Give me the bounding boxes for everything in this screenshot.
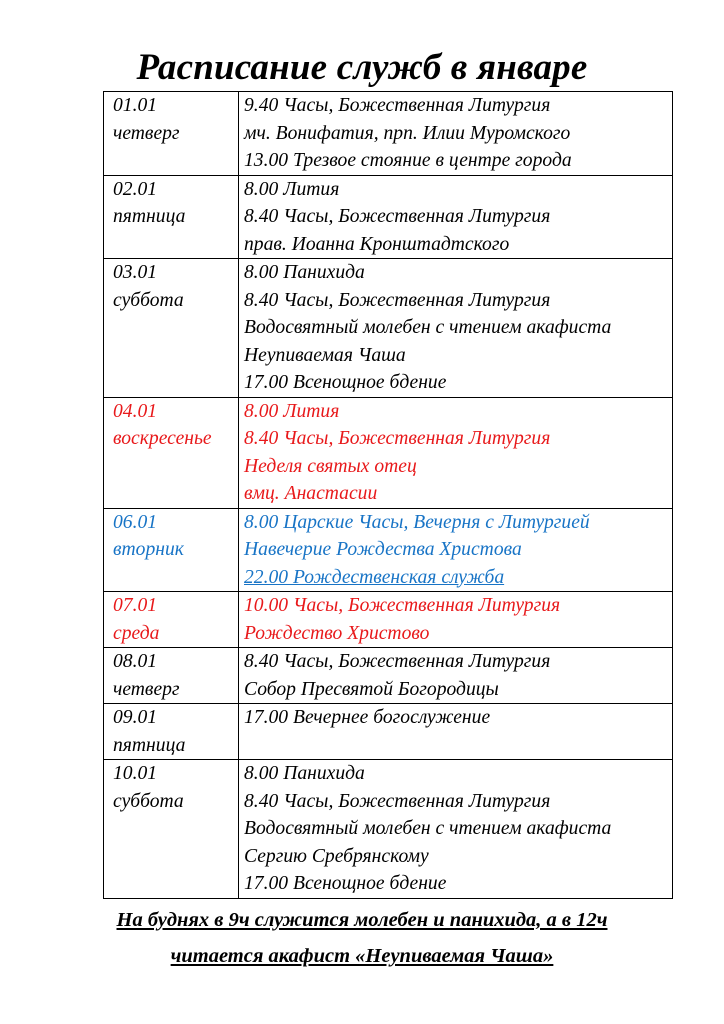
weekday-label: суббота bbox=[113, 289, 184, 311]
date-label: 03.01 bbox=[113, 262, 158, 283]
schedule-row bbox=[104, 760, 673, 899]
schedule-row bbox=[104, 592, 673, 648]
weekday-label: пятница bbox=[113, 734, 186, 756]
services-cell bbox=[239, 760, 673, 899]
service-line: вмц. Анастасии bbox=[244, 483, 378, 504]
service-line: Навечерие Рождества Христова bbox=[244, 539, 522, 560]
date-cell bbox=[104, 592, 239, 648]
footer-line-2: читается акафист «Неупиваемая Чаша» bbox=[170, 945, 554, 967]
services-cell bbox=[239, 397, 673, 508]
schedule-row bbox=[104, 508, 673, 592]
service-line: 8.00 Панихида bbox=[244, 763, 365, 784]
schedule-body bbox=[104, 92, 673, 899]
weekday-label: четверг bbox=[113, 122, 180, 144]
date-cell bbox=[104, 397, 239, 508]
weekday-label: среда bbox=[113, 622, 160, 644]
date-label: 10.01 bbox=[113, 763, 158, 784]
weekday-label: пятница bbox=[113, 206, 186, 227]
weekday-label: суббота bbox=[113, 790, 184, 812]
weekday-label: вторник bbox=[113, 539, 184, 560]
date-cell bbox=[104, 704, 239, 760]
service-line: 8.40 Часы, Божественная Литургия bbox=[244, 428, 551, 449]
service-line: Собор Пресвятой Богородицы bbox=[244, 678, 499, 700]
date-label: 02.01 bbox=[113, 178, 158, 200]
weekday-label: воскресенье bbox=[113, 428, 212, 449]
schedule-row bbox=[104, 175, 673, 259]
service-line: мч. Вонифатия, прп. Илии Муромского bbox=[244, 122, 571, 144]
schedule-row bbox=[104, 648, 673, 704]
services-cell bbox=[239, 508, 673, 592]
weekday-label: четверг bbox=[113, 678, 180, 700]
services-cell bbox=[239, 259, 673, 398]
service-line: 10.00 Часы, Божественная Литургия bbox=[244, 595, 561, 616]
service-line: 9.40 Часы, Божественная Литургия bbox=[244, 95, 551, 116]
schedule-table bbox=[103, 91, 673, 899]
service-line: Неделя святых отец bbox=[244, 455, 417, 477]
services-cell bbox=[239, 175, 673, 259]
date-cell bbox=[104, 175, 239, 259]
date-cell bbox=[104, 92, 239, 176]
service-line: Сергию Сребрянскому bbox=[244, 845, 429, 867]
service-line: 8.00 Панихида bbox=[244, 262, 365, 283]
date-cell bbox=[104, 259, 239, 398]
date-cell bbox=[104, 648, 239, 704]
date-label: 08.01 bbox=[113, 651, 158, 672]
service-line: 8.40 Часы, Божественная Литургия bbox=[244, 206, 551, 227]
services-cell bbox=[239, 592, 673, 648]
service-line: 8.40 Часы, Божественная Литургия bbox=[244, 289, 551, 311]
service-line: 22.00 Рождественская служба bbox=[244, 566, 505, 588]
services-cell bbox=[239, 92, 673, 176]
date-label: 07.01 bbox=[113, 595, 158, 616]
schedule-row bbox=[104, 259, 673, 398]
date-label: 09.01 bbox=[113, 707, 158, 728]
service-line: прав. Иоанна Кронштадтского bbox=[244, 233, 510, 255]
service-line: 8.00 Царские Часы, Вечерня с Литургией bbox=[244, 511, 590, 533]
service-line: Неупиваемая Чаша bbox=[244, 344, 406, 366]
service-line: 8.00 Лития bbox=[244, 178, 340, 200]
service-line: 8.00 Лития bbox=[244, 400, 340, 422]
service-line: 8.40 Часы, Божественная Литургия bbox=[244, 790, 551, 812]
date-label: 06.01 bbox=[113, 511, 158, 533]
date-label: 01.01 bbox=[113, 95, 158, 116]
schedule-row bbox=[104, 92, 673, 176]
page-title: Расписание служб в январе bbox=[136, 47, 588, 88]
service-line: Рождество Христово bbox=[244, 622, 430, 644]
service-line: 8.40 Часы, Божественная Литургия bbox=[244, 651, 551, 672]
service-line: 17.00 Всенощное бдение bbox=[244, 372, 447, 393]
service-line: 17.00 Вечернее богослужение bbox=[244, 707, 491, 728]
date-label: 04.01 bbox=[113, 400, 158, 422]
schedule-row bbox=[104, 397, 673, 508]
footer-note bbox=[0, 902, 724, 974]
service-line: Водосвятный молебен с чтением акафиста bbox=[244, 317, 612, 338]
services-cell bbox=[239, 704, 673, 760]
date-cell bbox=[104, 760, 239, 899]
services-cell bbox=[239, 648, 673, 704]
date-cell bbox=[104, 508, 239, 592]
service-line: 13.00 Трезвое стояние в центре города bbox=[244, 150, 572, 171]
service-line: Водосвятный молебен с чтением акафиста bbox=[244, 818, 612, 839]
service-line: 17.00 Всенощное бдение bbox=[244, 873, 447, 894]
schedule-row bbox=[104, 704, 673, 760]
footer-line-1: На буднях в 9ч служится молебен и панихида, а в 12ч bbox=[116, 909, 608, 931]
